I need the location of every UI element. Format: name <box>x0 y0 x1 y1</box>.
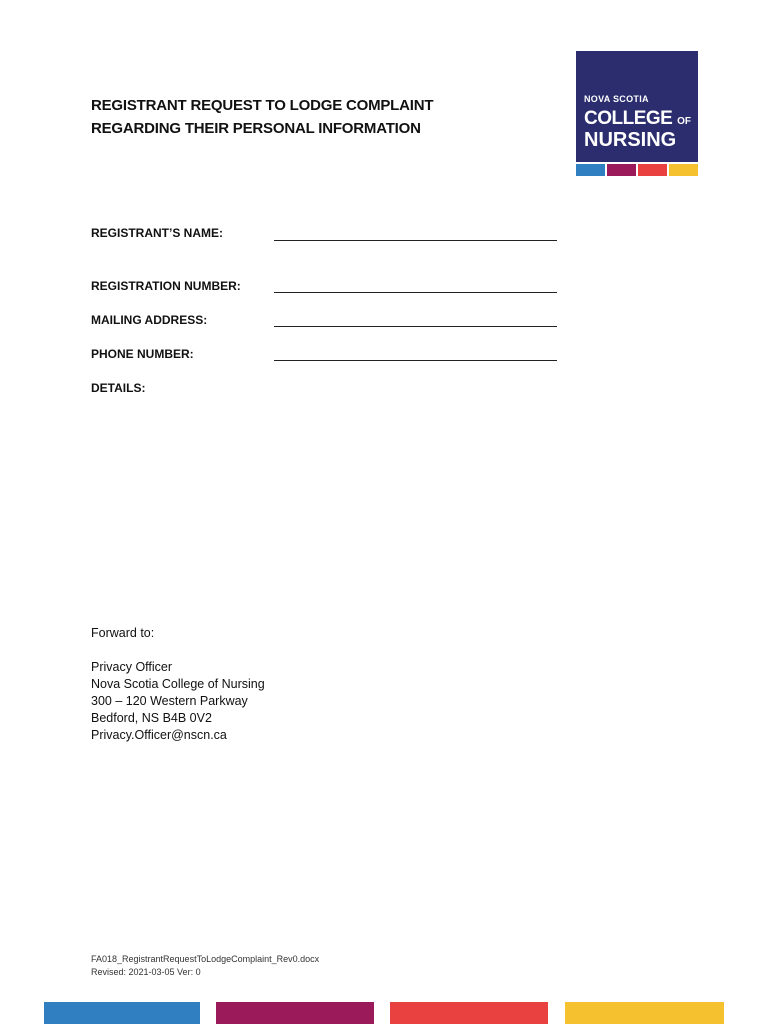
registrant-name-field[interactable] <box>274 240 557 241</box>
forward-line-street: 300 – 120 Western Parkway <box>91 694 248 708</box>
bottom-bar-yellow <box>565 1002 724 1024</box>
mailing-address-field[interactable] <box>274 326 557 327</box>
forward-line-privacy-officer: Privacy Officer <box>91 660 173 674</box>
logo-text-nursing: NURSING <box>584 129 677 151</box>
title-line-2: REGARDING THEIR PERSONAL INFORMATION <box>91 120 421 137</box>
document-footer <box>91 953 319 979</box>
nscn-logo <box>576 51 698 177</box>
bottom-bar-magenta <box>216 1002 374 1024</box>
forward-to-block <box>91 625 265 744</box>
registrant-name-label: REGISTRANT’S NAME: <box>91 226 223 240</box>
details-label: DETAILS: <box>91 381 146 395</box>
forward-heading: Forward to: <box>91 626 155 640</box>
document-title <box>91 94 433 140</box>
footer-filename: FA018_RegistrantRequestToLodgeComplaint_Rev0.docx <box>91 954 320 964</box>
phone-number-field[interactable] <box>274 360 557 361</box>
bottom-bar-red <box>390 1002 548 1024</box>
phone-number-label: PHONE NUMBER: <box>91 347 194 361</box>
logo-box <box>576 51 698 162</box>
logo-stripe-magenta <box>607 164 636 176</box>
footer-revised: Revised: 2021-03-05 Ver: 0 <box>91 967 201 977</box>
bottom-bar-blue <box>44 1002 200 1024</box>
bottom-color-bars <box>0 1002 770 1024</box>
logo-text-college-word: COLLEGE <box>584 108 673 129</box>
mailing-address-label: MAILING ADDRESS: <box>91 313 208 327</box>
forward-email-link[interactable]: Privacy.Officer@nscn.ca <box>91 728 227 742</box>
registration-number-field[interactable] <box>274 292 557 293</box>
logo-stripe-red <box>638 164 667 176</box>
registration-number-label: REGISTRATION NUMBER: <box>91 279 241 293</box>
forward-line-organization: Nova Scotia College of Nursing <box>91 677 265 691</box>
title-line-1: REGISTRANT REQUEST TO LODGE COMPLAINT <box>91 97 434 114</box>
forward-line-city: Bedford, NS B4B 0V2 <box>91 711 212 725</box>
logo-stripe-yellow <box>669 164 698 176</box>
logo-stripes <box>576 164 698 176</box>
logo-stripe-blue <box>576 164 605 176</box>
logo-text-of: OF <box>677 116 692 127</box>
logo-text-nova-scotia: NOVA SCOTIA <box>584 94 649 104</box>
